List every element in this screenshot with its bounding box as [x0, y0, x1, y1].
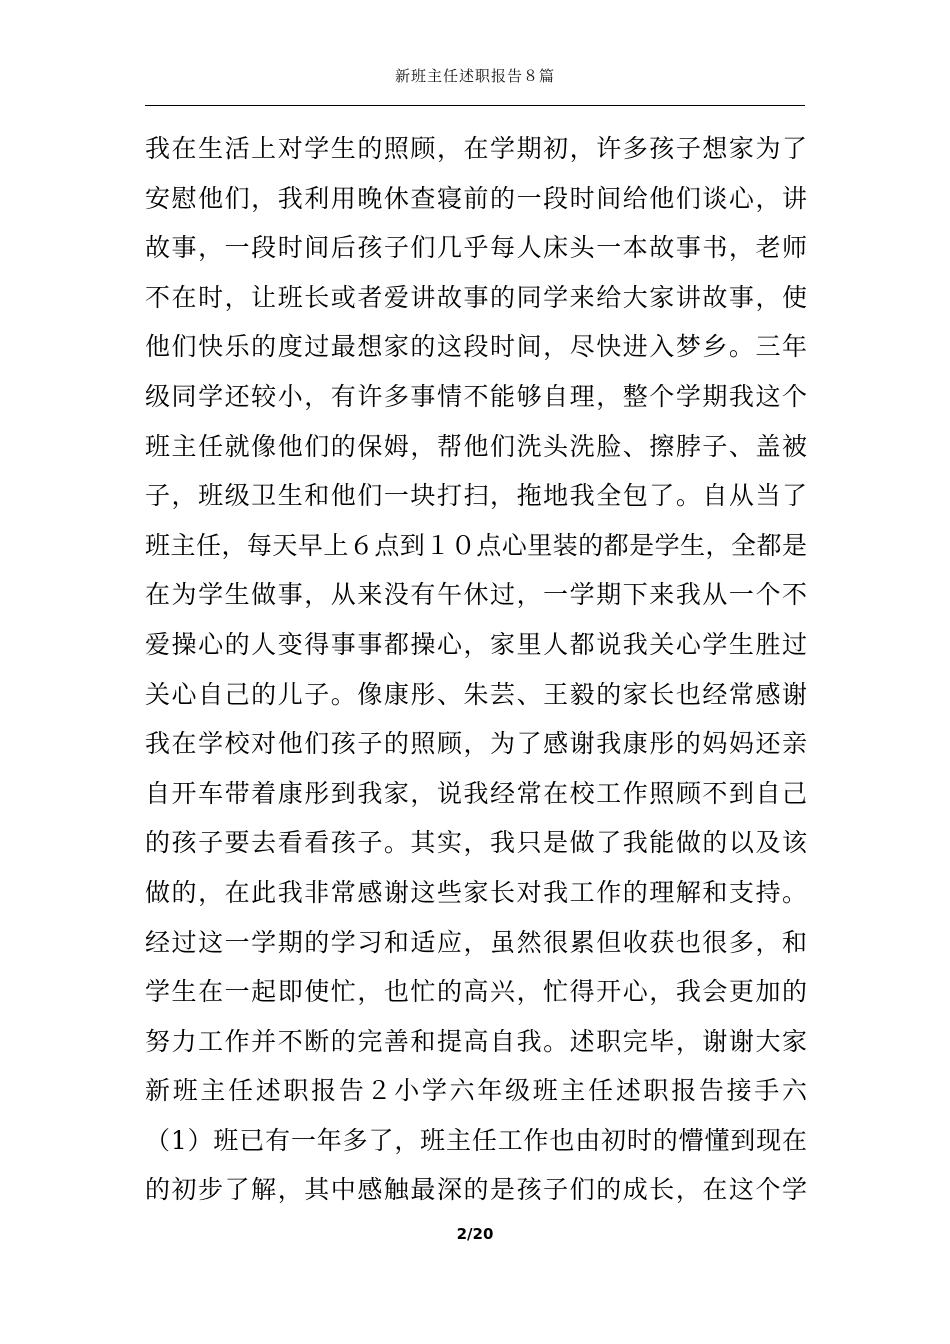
body-line: 的初步了解，其中感触最深的是孩子们的成长，在这个学: [145, 1175, 807, 1205]
body-line: 他们快乐的度过最想家的这段时间，尽快进入梦乡。三年: [145, 332, 807, 362]
header-divider: [145, 105, 805, 106]
body-line: 努力工作并不断的完善和提高自我。述职完毕，谢谢大家: [145, 1026, 807, 1056]
body-line: 我在生活上对学生的照顾，在学期初，许多孩子想家为了: [145, 134, 807, 163]
body-line: 做的，在此我非常感谢这些家长对我工作的理解和支持。: [145, 877, 807, 907]
body-line: 班主任就像他们的保姆，帮他们洗头洗脸、擦脖子、盖被: [145, 431, 807, 461]
body-line: 我在学校对他们孩子的照顾，为了感谢我康彤的妈妈还亲: [145, 729, 807, 759]
page-header-title: 新班主任述职报告８篇: [394, 67, 555, 85]
body-line: 关心自己的儿子。像康彤、朱芸、王毅的家长也经常感谢: [145, 679, 807, 709]
body-line: 自开车带着康彤到我家，说我经常在校工作照顾不到自己: [145, 778, 807, 808]
body-line: 班主任，每天早上６点到１０点心里装的都是学生，全都是: [145, 530, 807, 560]
page-number: 2/20: [456, 1225, 494, 1243]
body-line: 的孩子要去看看孩子。其实，我只是做了我能做的以及该: [145, 828, 807, 858]
body-line: 不在时，让班长或者爱讲故事的同学来给大家讲故事，使: [145, 282, 807, 312]
body-line: 经过这一学期的学习和适应，虽然很累但收获也很多，和: [145, 927, 807, 957]
body-line: 级同学还较小，有许多事情不能够自理，整个学期我这个: [145, 381, 807, 411]
body-line: 在为学生做事，从来没有午休过，一学期下来我从一个不: [145, 580, 807, 610]
body-line: （1）班已有一年多了，班主任工作也由初时的懵懂到现在: [145, 1125, 807, 1155]
body-line: 故事，一段时间后孩子们几乎每人床头一本故事书，老师: [145, 233, 807, 263]
document-body: [145, 124, 807, 1215]
body-line: 子，班级卫生和他们一块打扫，拖地我全包了。自从当了: [145, 481, 807, 511]
body-line: 新班主任述职报告２小学六年级班主任述职报告接手六: [145, 1076, 807, 1106]
body-line: 爱操心的人变得事事都操心，家里人都说我关心学生胜过: [145, 629, 807, 659]
body-line: 安慰他们，我利用晚休查寝前的一段时间给他们谈心，讲: [145, 183, 807, 213]
body-line: 学生在一起即使忙，也忙的高兴，忙得开心，我会更加的: [145, 977, 807, 1007]
